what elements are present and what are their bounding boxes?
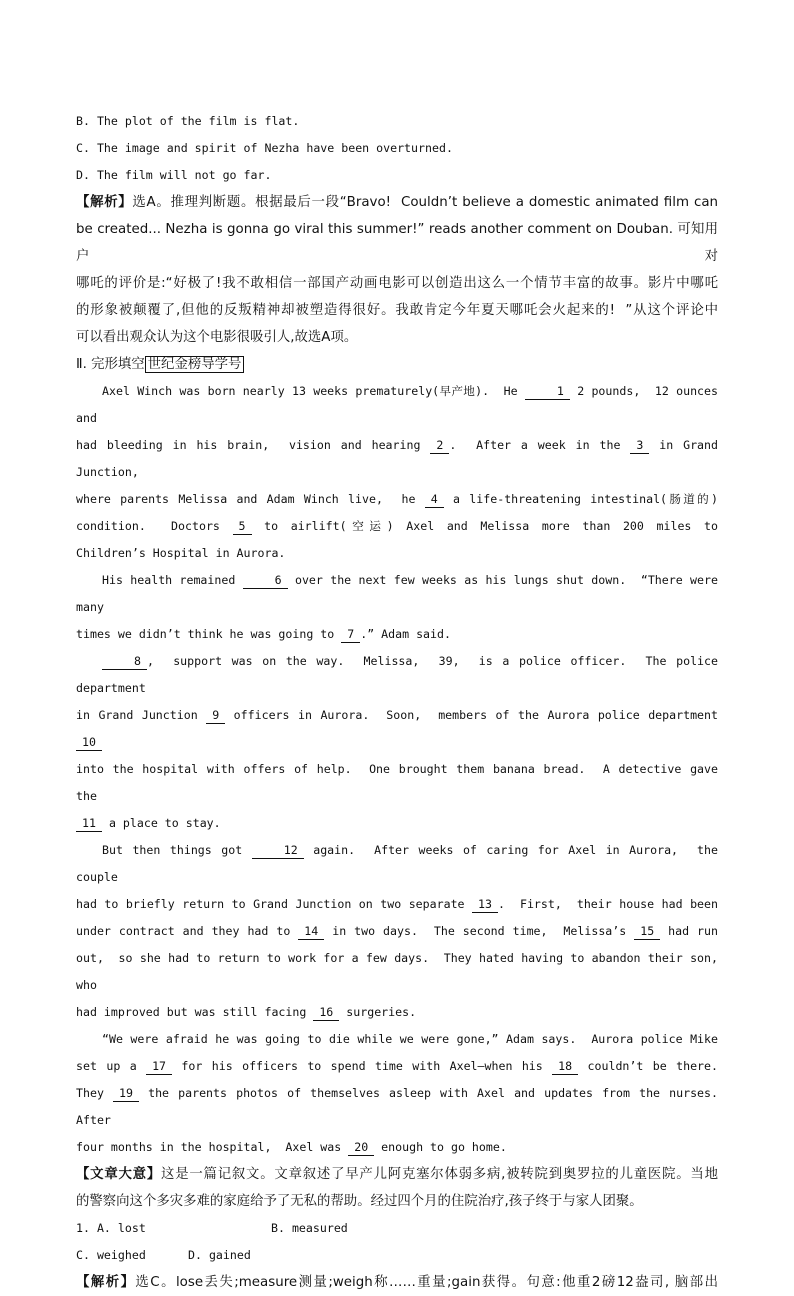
- passage-line: where parents Melissa and Adam Winch live, he 4 a life-threatening intestinal(肠道的): [76, 492, 718, 506]
- passage-line: had to briefly return to Grand Junction on two separate 13 . First, their house had been: [76, 897, 718, 911]
- passage-line: in Grand Junction 9 officers in Aurora. Soon, members of the Aurora police department 10: [76, 708, 725, 749]
- blank-9: 9: [206, 707, 225, 724]
- option-b-prev: B. The plot of the film is flat.: [76, 114, 300, 128]
- blank-17: 17: [146, 1058, 172, 1075]
- passage-line: His health remained 6 over the next few weeks as his lungs shut down. “There were many: [76, 573, 725, 614]
- blank-13: 13: [472, 896, 498, 913]
- passage-line: “We were afraid he was going to die while we were gone,” Adam says. Aurora police Mike: [102, 1032, 718, 1046]
- document-page: [76, 108, 732, 1296]
- passage-line: condition. Doctors 5 to airlift(空运) Axel and Melissa more than 200 miles to: [76, 519, 718, 533]
- summary-tag: 【文章大意】: [76, 1167, 162, 1182]
- blank-5: 5: [233, 518, 252, 535]
- passage-line: had improved but was still facing 16 surgeries.: [76, 1005, 417, 1019]
- section-heading: [76, 351, 718, 378]
- passage-line: had bleeding in his brain, vision and hearing 2 . After a week in the 3 in Grand Junction,: [76, 438, 725, 479]
- analysis2-tag: 【解析】: [76, 1275, 136, 1290]
- blank-1: 1: [525, 383, 570, 400]
- blank-15: 15: [634, 923, 660, 940]
- blank-16: 16: [313, 1004, 339, 1021]
- passage-line: set up a 17 for his officers to spend time with Axel—when his 18 couldn’t be there.: [76, 1059, 718, 1073]
- analysis2-line-1: 【解析】选C。lose丢失;measure测量;weigh称……重量;gain获得。句意:他重2磅12盎司, 脑部出: [76, 1275, 718, 1290]
- option-1a: 1. A. lost: [76, 1221, 146, 1235]
- passage-line: under contract and they had to 14 in two days. The second time, Melissa’s 15 had run: [76, 924, 718, 938]
- blank-7: 7: [341, 626, 360, 643]
- blank-8: 8: [102, 653, 147, 670]
- blank-4: 4: [425, 491, 444, 508]
- analysis-line-1: 【解析】选A。推理判断题。根据最后一段“Bravo! Couldn’t believe a domestic animated film can: [76, 195, 719, 210]
- question-1-options-row-1: [76, 1215, 718, 1242]
- option-1b: B. measured: [271, 1221, 348, 1235]
- passage-line: Children’s Hospital in Aurora.: [76, 546, 286, 560]
- analysis-line-5: 可以看出观众认为这个电影很吸引人,故选A项。: [76, 330, 358, 345]
- blank-20: 20: [348, 1139, 374, 1156]
- option-1c: C. weighed: [76, 1248, 146, 1262]
- blank-10: 10: [76, 734, 102, 751]
- analysis-line-3: 哪吒的评价是:“好极了!我不敢相信一部国产动画电影可以创造出这么一个情节丰富的故事。影片中哪吒: [76, 276, 718, 291]
- analysis-tag: 【解析】: [76, 195, 133, 210]
- passage-line: They 19 the parents photos of themselves asleep with Axel and updates from the nurses. After: [76, 1086, 732, 1127]
- section-label: Ⅱ. 完形填空: [76, 357, 145, 372]
- blank-18: 18: [552, 1058, 578, 1075]
- blank-11: 11: [76, 815, 102, 832]
- passage-line: out, so she had to return to work for a few days. They hated having to abandon their son, who: [76, 951, 732, 992]
- analysis-line-4: 的形象被颠覆了,但他的反叛精神却被塑造得很好。我敢肯定今年夏天哪吒会火起来的! ”从这个评论中: [76, 303, 718, 318]
- blank-6: 6: [243, 572, 288, 589]
- summary-line-2: 的警察向这个多灾多难的家庭给予了无私的帮助。经过四个月的住院治疗,孩子终于与家人团聚。: [76, 1194, 643, 1209]
- analysis-line-2: be created... Nezha is gonna go viral this summer!” reads another comment on Douban. 可知用户对: [76, 222, 718, 264]
- question-1-options-row-2: [76, 1242, 718, 1269]
- blank-3: 3: [630, 437, 649, 454]
- option-d-prev: D. The film will not go far.: [76, 168, 272, 182]
- summary-line-1: 【文章大意】这是一篇记叙文。文章叙述了早产儿阿克塞尔体弱多病,被转院到奥罗拉的儿童医院。当地: [76, 1167, 718, 1182]
- passage-line: times we didn’t think he was going to 7 .” Adam said.: [76, 627, 451, 641]
- blank-19: 19: [113, 1085, 139, 1102]
- passage-line: 8 , support was on the way. Melissa, 39, is a police officer. The police department: [76, 654, 725, 695]
- passage-line: four months in the hospital, Axel was 20 enough to go home.: [76, 1140, 507, 1154]
- option-c-prev: C. The image and spirit of Nezha have been overturned.: [76, 141, 453, 155]
- option-1d: D. gained: [188, 1248, 251, 1262]
- blank-12: 12: [252, 842, 304, 859]
- passage-line: 11 a place to stay.: [76, 810, 718, 837]
- blank-14: 14: [298, 923, 324, 940]
- passage-line: into the hospital with offers of help. One brought them banana bread. A detective gave the: [76, 762, 725, 803]
- blank-2: 2: [430, 437, 449, 454]
- section-box-label: 世纪金榜导学号: [145, 356, 245, 373]
- passage-line: But then things got 12 again. After weeks of caring for Axel in Aurora, the couple: [76, 843, 725, 884]
- passage-line: Axel Winch was born nearly 13 weeks prematurely(早产地). He 1 2 pounds, 12 ounces and: [76, 384, 725, 425]
